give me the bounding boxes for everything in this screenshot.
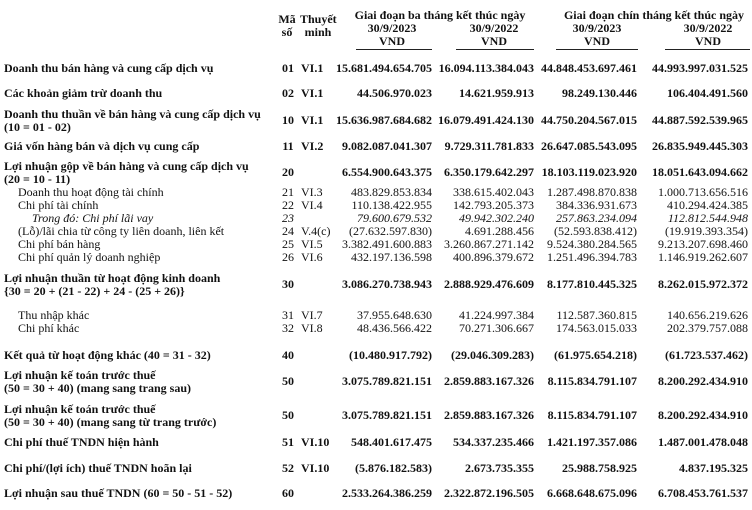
row-m2023: (52.593.838.412) <box>554 224 637 238</box>
row-label: Chi phí khác <box>18 321 80 335</box>
row-note: VI.4 <box>301 198 323 212</box>
row-q2023: (5.876.182.583) <box>355 461 432 475</box>
row-q2022: 16.094.113.384.043 <box>438 61 534 75</box>
row-m2023: 174.563.015.033 <box>556 321 637 335</box>
row-note: VI.6 <box>301 250 323 264</box>
row-m2022: 1.000.713.656.516 <box>658 185 748 199</box>
row-code: 51 <box>282 435 294 449</box>
row-q2022: 2.859.883.167.326 <box>444 408 534 422</box>
m-2022-underline <box>665 49 750 50</box>
row-m2023: 384.336.931.673 <box>556 198 637 212</box>
row-q2023: 15.681.494.654.705 <box>336 61 432 75</box>
m-col-2022-currency: VND <box>695 34 721 48</box>
row-m2023: 44.750.204.567.015 <box>541 113 637 127</box>
row-q2023: (27.632.597.830) <box>349 224 432 238</box>
ma-so-header-line2: số <box>281 25 293 39</box>
q-2022-underline <box>456 49 534 50</box>
row-m2022: 4.837.195.325 <box>679 461 748 475</box>
row-m2022: 44.993.997.031.525 <box>652 61 748 75</box>
row-q2022: (29.046.309.283) <box>451 348 534 362</box>
row-q2022: 70.271.306.667 <box>459 321 534 335</box>
row-code: 01 <box>282 61 294 75</box>
row-q2022: 2.888.929.476.609 <box>444 277 534 291</box>
m-col-2023-date: 30/9/2023 <box>572 21 622 35</box>
row-code: 40 <box>282 348 294 362</box>
row-label-formula: (20 = 10 - 11) <box>4 172 71 186</box>
row-m2022: 140.656.219.626 <box>667 308 748 322</box>
row-label: Các khoản giảm trừ doanh thu <box>4 86 163 100</box>
m-col-2022-date: 30/9/2022 <box>683 21 733 35</box>
row-note: VI.10 <box>301 435 330 449</box>
row-code: 30 <box>282 277 294 291</box>
row-code: 24 <box>282 224 294 238</box>
row-m2023: 9.524.380.284.565 <box>547 237 637 251</box>
row-m2022: 6.708.453.761.537 <box>658 486 748 500</box>
row-label: Chi phí bán hàng <box>18 237 101 251</box>
row-q2023: 15.636.987.684.682 <box>336 113 432 127</box>
row-m2022: 112.812.544.948 <box>667 211 748 225</box>
row-code: 60 <box>282 486 294 500</box>
row-m2023: 98.249.130.446 <box>562 86 637 100</box>
row-label: Lợi nhuận kế toán trước thuế <box>4 368 156 382</box>
row-note: VI.1 <box>301 86 324 100</box>
row-note: VI.5 <box>301 237 323 251</box>
row-label: Lợi nhuận sau thuế TNDN (60 = 50 - 51 - 52) <box>4 486 233 500</box>
row-code: 25 <box>282 237 294 251</box>
row-label: Lợi nhuận thuần từ hoạt động kinh doanh <box>4 271 221 285</box>
row-m2023: 26.647.085.543.095 <box>541 139 637 153</box>
row-label: Giá vốn hàng bán và dịch vụ cung cấp <box>4 139 200 153</box>
row-label: Chi phí tài chính <box>18 198 99 212</box>
row-label-formula: (50 = 30 + 40) (mang sang từ trang trước) <box>4 415 217 429</box>
q-col-2022-currency: VND <box>481 34 507 48</box>
row-m2022: 202.379.757.088 <box>667 321 748 335</box>
row-m2023: 6.668.648.675.096 <box>547 486 637 500</box>
row-label: (Lỗ)/lãi chia từ công ty liên doanh, liên kết <box>18 224 225 238</box>
row-m2023: 8.177.810.445.325 <box>547 277 637 291</box>
row-m2023: 8.115.834.791.107 <box>547 408 637 422</box>
row-m2022: 8.262.015.972.372 <box>658 277 748 291</box>
row-q2023: 37.955.648.630 <box>357 308 432 322</box>
row-m2022: 1.146.919.262.607 <box>658 250 748 264</box>
row-code: 52 <box>282 461 294 475</box>
thuyet-minh-header <box>300 13 336 39</box>
row-q2023: (10.480.917.792) <box>349 348 432 362</box>
row-code: 26 <box>282 250 294 264</box>
row-q2023: 3.382.491.600.883 <box>342 237 432 251</box>
row-q2022: 534.337.235.466 <box>453 435 534 449</box>
row-code: 11 <box>282 139 294 153</box>
row-note: VI.7 <box>301 308 323 322</box>
row-m2023: 8.115.834.791.107 <box>547 374 637 388</box>
row-m2023: 18.103.119.023.920 <box>541 165 637 179</box>
row-q2022: 2.322.872.196.505 <box>444 486 534 500</box>
row-q2023: 3.086.270.738.943 <box>342 277 432 291</box>
row-q2023: 432.197.136.598 <box>351 250 432 264</box>
row-q2023: 2.533.264.386.259 <box>342 486 432 500</box>
row-m2022: 106.404.491.560 <box>667 86 748 100</box>
row-label-formula: (50 = 30 + 40) (mang sang trang sau) <box>4 381 192 395</box>
row-q2022: 9.729.311.781.833 <box>444 139 534 153</box>
q-col-2022-date: 30/9/2022 <box>469 21 519 35</box>
row-q2023: 6.554.900.643.375 <box>342 165 432 179</box>
q-2023-underline <box>356 49 432 50</box>
row-label: Thu nhập khác <box>18 308 90 322</box>
row-label: Lợi nhuận gộp về bán hàng và cung cấp dịch vụ <box>4 159 249 173</box>
row-q2023: 110.138.422.955 <box>351 198 432 212</box>
row-label: Chi phí thuế TNDN hiện hành <box>4 435 159 449</box>
row-m2023: 112.587.360.815 <box>556 308 637 322</box>
row-label: Doanh thu bán hàng và cung cấp dịch vụ <box>4 61 214 75</box>
row-note: VI.8 <box>301 321 323 335</box>
row-code: 32 <box>282 321 294 335</box>
row-m2023: (61.975.654.218) <box>554 348 637 362</box>
row-q2022: 14.621.959.913 <box>459 86 534 100</box>
thuyet-minh-header-line1: Thuyết <box>300 12 337 26</box>
row-q2022: 41.224.997.384 <box>459 308 534 322</box>
row-q2022: 6.350.179.642.297 <box>444 165 534 179</box>
row-m2022: (61.723.537.462) <box>665 348 748 362</box>
row-code: 50 <box>282 374 294 388</box>
row-label-formula: (10 = 01 - 02) <box>4 120 71 134</box>
row-q2023: 3.075.789.821.151 <box>342 374 432 388</box>
row-note: VI.1 <box>301 113 324 127</box>
row-m2022: 1.487.001.478.048 <box>658 435 748 449</box>
row-q2022: 2.673.735.355 <box>465 461 534 475</box>
row-m2022: 410.294.424.385 <box>667 198 748 212</box>
row-m2022: 18.051.643.094.662 <box>652 165 748 179</box>
row-m2022: 8.200.292.434.910 <box>658 408 748 422</box>
row-label: Chi phí/(lợi ích) thuế TNDN hoãn lại <box>4 461 192 475</box>
row-note: VI.3 <box>301 185 323 199</box>
m-2023-underline <box>556 49 638 50</box>
row-code: 10 <box>282 113 294 127</box>
row-code: 20 <box>282 165 294 179</box>
row-m2022: 9.213.207.698.460 <box>658 237 748 251</box>
row-label: Trong đó: Chi phí lãi vay <box>32 211 154 225</box>
ma-so-header-line1: Mã <box>278 12 296 26</box>
row-q2023: 9.082.087.041.307 <box>342 139 432 153</box>
row-q2023: 548.401.617.475 <box>351 435 432 449</box>
row-m2022: 26.835.949.445.303 <box>652 139 748 153</box>
row-m2023: 1.287.498.870.838 <box>547 185 637 199</box>
row-q2022: 142.793.205.373 <box>453 198 534 212</box>
ma-so-header <box>274 13 300 39</box>
row-code: 50 <box>282 408 294 422</box>
row-label: Chi phí quản lý doanh nghiệp <box>18 250 161 264</box>
row-q2023: 44.506.970.023 <box>357 86 432 100</box>
period-quarter-title: Giai đoạn ba tháng kết thúc ngày <box>354 8 526 22</box>
row-label: Doanh thu hoạt động tài chính <box>18 185 164 199</box>
row-q2022: 16.079.491.424.130 <box>438 113 534 127</box>
row-q2023: 79.600.679.532 <box>357 211 432 225</box>
row-q2023: 3.075.789.821.151 <box>342 408 432 422</box>
row-q2022: 4.691.288.456 <box>465 224 534 238</box>
row-note: VI.1 <box>301 61 324 75</box>
row-m2023: 1.421.197.357.086 <box>547 435 637 449</box>
q-col-2023-date: 30/9/2023 <box>367 21 417 35</box>
row-q2022: 400.896.379.672 <box>453 250 534 264</box>
row-m2023: 25.988.758.925 <box>562 461 637 475</box>
row-m2022: 8.200.292.434.910 <box>658 374 748 388</box>
row-code: 22 <box>282 198 294 212</box>
row-q2023: 483.829.853.834 <box>351 185 432 199</box>
row-m2023: 257.863.234.094 <box>556 211 637 225</box>
row-note: V.4(c) <box>301 224 331 238</box>
thuyet-minh-header-line2: minh <box>304 25 332 39</box>
period-9month-title: Giai đoạn chín tháng kết thúc ngày <box>563 8 745 22</box>
row-code: 02 <box>282 86 294 100</box>
row-m2022: 44.887.592.539.965 <box>652 113 748 127</box>
row-q2022: 338.615.402.043 <box>453 185 534 199</box>
row-q2022: 49.942.302.240 <box>459 211 534 225</box>
row-label: Lợi nhuận kế toán trước thuế <box>4 402 156 416</box>
row-code: 31 <box>282 308 294 322</box>
row-label: Kết quả từ hoạt động khác (40 = 31 - 32) <box>4 348 211 362</box>
row-q2022: 2.859.883.167.326 <box>444 374 534 388</box>
m-col-2023-currency: VND <box>584 34 610 48</box>
row-label-formula: {30 = 20 + (21 - 22) + 24 - (25 + 26)} <box>4 284 185 298</box>
q-col-2023-currency: VND <box>379 34 405 48</box>
row-m2022: (19.919.393.354) <box>665 224 748 238</box>
row-label: Doanh thu thuần về bán hàng và cung cấp dịch vụ <box>4 107 261 121</box>
row-m2023: 1.251.496.394.783 <box>547 250 637 264</box>
row-q2023: 48.436.566.422 <box>357 321 432 335</box>
row-m2023: 44.848.453.697.461 <box>541 61 637 75</box>
row-q2022: 3.260.867.271.142 <box>444 237 534 251</box>
row-note: VI.10 <box>301 461 330 475</box>
row-note: VI.2 <box>301 139 324 153</box>
row-code: 21 <box>282 185 294 199</box>
row-code: 23 <box>282 211 294 225</box>
